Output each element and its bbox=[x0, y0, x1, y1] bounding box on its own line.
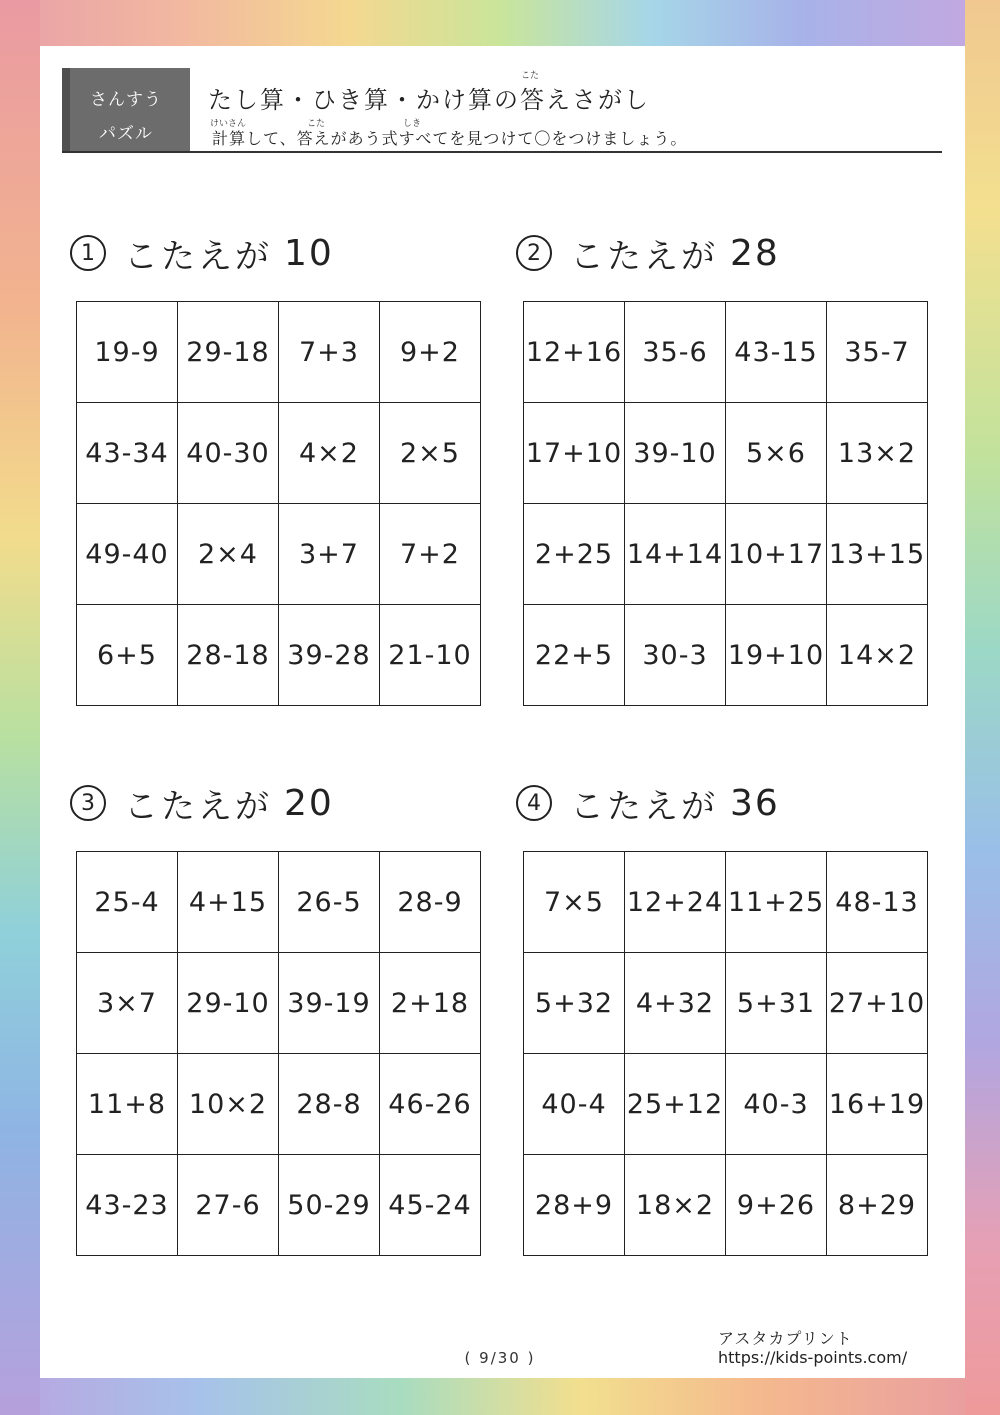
equation-cell[interactable]: 13+15 bbox=[827, 504, 928, 605]
puzzle-target: 36 bbox=[730, 782, 780, 824]
equation-cell[interactable]: 13×2 bbox=[827, 403, 928, 504]
equation-cell[interactable]: 46-26 bbox=[380, 1054, 481, 1155]
equation-cell[interactable]: 11+25 bbox=[726, 852, 827, 953]
equation-cell[interactable]: 4+15 bbox=[178, 852, 279, 953]
equation-cell[interactable]: 43-23 bbox=[77, 1155, 178, 1256]
equation-cell[interactable]: 49-40 bbox=[77, 504, 178, 605]
equation-cell[interactable]: 9+2 bbox=[380, 302, 481, 403]
grid-row bbox=[77, 953, 481, 1054]
site-name: アスタカプリント bbox=[718, 1329, 853, 1348]
grid-row bbox=[524, 403, 928, 504]
puzzle-number: 3 bbox=[70, 785, 106, 821]
equation-cell[interactable]: 43-15 bbox=[726, 302, 827, 403]
equation-cell[interactable]: 7+3 bbox=[279, 302, 380, 403]
puzzle-target: 28 bbox=[730, 232, 780, 274]
equation-cell[interactable]: 10×2 bbox=[178, 1054, 279, 1155]
puzzle-label: こたえが bbox=[124, 786, 272, 827]
puzzle-1-grid bbox=[76, 301, 481, 706]
equation-cell[interactable]: 11+8 bbox=[77, 1054, 178, 1155]
equation-cell[interactable]: 25+12 bbox=[625, 1054, 726, 1155]
title-ruby: こた bbox=[521, 71, 540, 81]
equation-cell[interactable]: 4+32 bbox=[625, 953, 726, 1054]
equation-cell[interactable]: 2+18 bbox=[380, 953, 481, 1054]
equation-cell[interactable]: 2+25 bbox=[524, 504, 625, 605]
grid-row bbox=[524, 1155, 928, 1256]
equation-cell[interactable]: 16+19 bbox=[827, 1054, 928, 1155]
equation-cell[interactable]: 40-3 bbox=[726, 1054, 827, 1155]
equation-cell[interactable]: 21-10 bbox=[380, 605, 481, 706]
equation-cell[interactable]: 10+17 bbox=[726, 504, 827, 605]
equation-cell[interactable]: 40-30 bbox=[178, 403, 279, 504]
equation-cell[interactable]: 12+24 bbox=[625, 852, 726, 953]
equation-cell[interactable]: 26-5 bbox=[279, 852, 380, 953]
grid-row bbox=[77, 1054, 481, 1155]
equation-cell[interactable]: 6+5 bbox=[77, 605, 178, 706]
equation-cell[interactable]: 30-3 bbox=[625, 605, 726, 706]
site-url[interactable]: https://kids-points.com/ bbox=[718, 1348, 908, 1367]
equation-cell[interactable]: 39-10 bbox=[625, 403, 726, 504]
equation-cell[interactable]: 28-9 bbox=[380, 852, 481, 953]
equation-cell[interactable]: 2×4 bbox=[178, 504, 279, 605]
instruction-ruby-kota: こた bbox=[307, 119, 326, 129]
equation-cell[interactable]: 29-10 bbox=[178, 953, 279, 1054]
equation-cell[interactable]: 5×6 bbox=[726, 403, 827, 504]
instruction-text: 計算して、答えがあう式すべてを見つけて〇をつけましょう。 bbox=[212, 129, 688, 148]
puzzle-number: 1 bbox=[70, 235, 106, 271]
grid-row bbox=[77, 302, 481, 403]
grid-row bbox=[77, 852, 481, 953]
equation-cell[interactable]: 8+29 bbox=[827, 1155, 928, 1256]
grid-row bbox=[524, 852, 928, 953]
grid-row bbox=[524, 504, 928, 605]
equation-cell[interactable]: 25-4 bbox=[77, 852, 178, 953]
equation-cell[interactable]: 14×2 bbox=[827, 605, 928, 706]
grid-row bbox=[524, 953, 928, 1054]
equation-cell[interactable]: 4×2 bbox=[279, 403, 380, 504]
puzzle-3-grid bbox=[76, 851, 481, 1256]
equation-cell[interactable]: 35-7 bbox=[827, 302, 928, 403]
equation-cell[interactable]: 14+14 bbox=[625, 504, 726, 605]
equation-cell[interactable]: 9+26 bbox=[726, 1155, 827, 1256]
equation-cell[interactable]: 43-34 bbox=[77, 403, 178, 504]
equation-cell[interactable]: 5+31 bbox=[726, 953, 827, 1054]
equation-cell[interactable]: 45-24 bbox=[380, 1155, 481, 1256]
puzzle-label: こたえが bbox=[570, 236, 718, 277]
equation-cell[interactable]: 19-9 bbox=[77, 302, 178, 403]
equation-cell[interactable]: 22+5 bbox=[524, 605, 625, 706]
puzzle-target: 20 bbox=[284, 782, 334, 824]
category-badge bbox=[62, 68, 190, 152]
equation-cell[interactable]: 28+9 bbox=[524, 1155, 625, 1256]
puzzle-4-title bbox=[516, 781, 780, 825]
equation-cell[interactable]: 7×5 bbox=[524, 852, 625, 953]
equation-cell[interactable]: 3×7 bbox=[77, 953, 178, 1054]
equation-cell[interactable]: 39-28 bbox=[279, 605, 380, 706]
grid-row bbox=[77, 403, 481, 504]
puzzle-label: こたえが bbox=[570, 786, 718, 827]
instruction-ruby-keisan: けいさん bbox=[210, 119, 247, 129]
header-divider bbox=[62, 151, 942, 153]
equation-cell[interactable]: 40-4 bbox=[524, 1054, 625, 1155]
badge-line2: パズル bbox=[99, 124, 153, 144]
grid-row bbox=[524, 605, 928, 706]
puzzle-3-title bbox=[70, 781, 334, 825]
puzzle-target: 10 bbox=[284, 232, 334, 274]
puzzle-number: 2 bbox=[516, 235, 552, 271]
equation-cell[interactable]: 19+10 bbox=[726, 605, 827, 706]
equation-cell[interactable]: 17+10 bbox=[524, 403, 625, 504]
grid-row bbox=[524, 302, 928, 403]
equation-cell[interactable]: 29-18 bbox=[178, 302, 279, 403]
puzzle-label: こたえが bbox=[124, 236, 272, 277]
grid-row bbox=[77, 504, 481, 605]
puzzle-number: 4 bbox=[516, 785, 552, 821]
equation-cell[interactable]: 12+16 bbox=[524, 302, 625, 403]
equation-cell[interactable]: 50-29 bbox=[279, 1155, 380, 1256]
equation-cell[interactable]: 18×2 bbox=[625, 1155, 726, 1256]
equation-cell[interactable]: 35-6 bbox=[625, 302, 726, 403]
equation-cell[interactable]: 27+10 bbox=[827, 953, 928, 1054]
puzzle-2-title bbox=[516, 231, 780, 275]
equation-cell[interactable]: 2×5 bbox=[380, 403, 481, 504]
badge-line1: さんすう bbox=[90, 90, 162, 110]
puzzle-2-grid bbox=[523, 301, 928, 706]
page-number: ( 9/30 ) bbox=[464, 1349, 536, 1367]
equation-cell[interactable]: 7+2 bbox=[380, 504, 481, 605]
equation-cell[interactable]: 48-13 bbox=[827, 852, 928, 953]
instruction-ruby-shiki: しき bbox=[403, 119, 422, 129]
equation-cell[interactable]: 28-18 bbox=[178, 605, 279, 706]
page-title: たし算・ひき算・かけ算の答えさがし bbox=[208, 86, 650, 114]
grid-row bbox=[77, 605, 481, 706]
puzzle-4-grid bbox=[523, 851, 928, 1256]
puzzle-1-title bbox=[70, 231, 334, 275]
grid-row bbox=[524, 1054, 928, 1155]
equation-cell[interactable]: 28-8 bbox=[279, 1054, 380, 1155]
equation-cell[interactable]: 3+7 bbox=[279, 504, 380, 605]
equation-cell[interactable]: 39-19 bbox=[279, 953, 380, 1054]
equation-cell[interactable]: 5+32 bbox=[524, 953, 625, 1054]
grid-row bbox=[77, 1155, 481, 1256]
equation-cell[interactable]: 27-6 bbox=[178, 1155, 279, 1256]
